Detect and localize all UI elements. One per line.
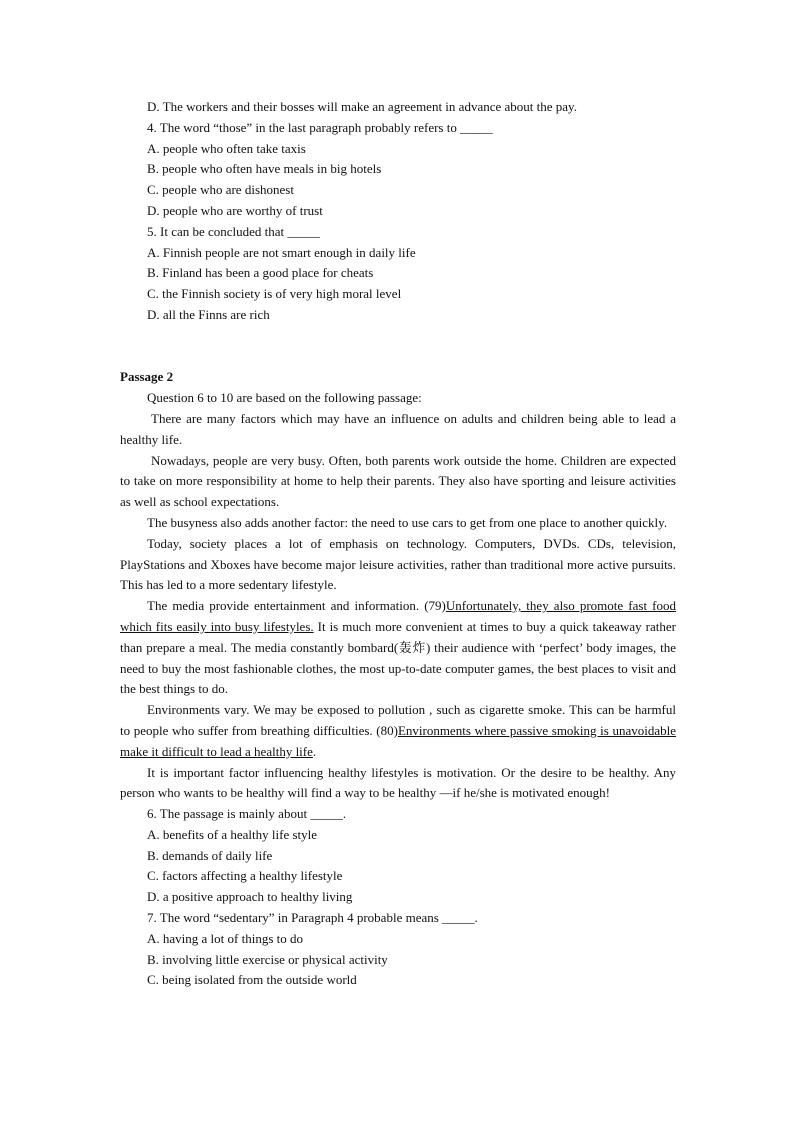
q4-stem: 4. The word “those” in the last paragraph probably refers to _____ <box>147 119 493 135</box>
q5-option-d: D. all the Finns are rich <box>147 306 270 322</box>
q7-option-a: A. having a lot of things to do <box>147 930 303 946</box>
q6-stem: 6. The passage is mainly about _____. <box>147 806 347 822</box>
q6-option-a: A. benefits of a healthy life style <box>147 826 318 842</box>
underlined-sentence-79: Unfortunately, they also promote fast food which fits easily into busy lifestyles. <box>120 598 676 634</box>
paragraph-6 <box>120 700 676 762</box>
q6-option-d: D. a positive approach to healthy living <box>147 889 353 905</box>
q5-option-a: A. Finnish people are not smart enough in daily life <box>147 244 416 260</box>
q5-option-b: B. Finland has been a good place for cheats <box>147 265 374 281</box>
paragraph-7: It is important factor influencing healthy lifestyles is motivation. Or the desire to be healthy. Any person who wants to be healthy will find a way to be healthy —if he/she is motivated enough! <box>120 764 676 801</box>
paragraph-4: Today, society places a lot of emphasis on technology. Computers, DVDs. CDs, television, PlayStations and Xboxes have become major leisure activities, rather than traditional more active pursuits. This has led to a more sedentary lifestyle. <box>120 535 676 593</box>
q7-stem: 7. The word “sedentary” in Paragraph 4 probable means _____. <box>147 910 478 926</box>
q7-option-b: B. involving little exercise or physical activity <box>147 951 388 967</box>
q4-option-c: C. people who are dishonest <box>147 182 294 198</box>
q4-option-a: A. people who often take taxis <box>147 140 306 156</box>
q4-option-d: D. people who are worthy of trust <box>147 202 323 218</box>
paragraph-5-lead: The media provide entertainment and information. (79) <box>147 598 446 614</box>
paragraph-3: The busyness also adds another factor: the need to use cars to get from one place to another quickly. <box>147 514 668 530</box>
q3-option-d: D. The workers and their bosses will make an agreement in advance about the pay. <box>147 99 577 114</box>
paragraph-5 <box>120 596 676 700</box>
q4-option-b: B. people who often have meals in big hotels <box>147 161 382 177</box>
underlined-sentence-80: Environments where passive smoking is unavoidable make it difficult to lead a healthy life <box>120 722 676 759</box>
paragraph-2: Nowadays, people are very busy. Often, both parents work outside the home. Children are expected to take on more responsibility at home to help their parents. They also have sporting and leisure activities as well as school expectations. <box>120 452 676 510</box>
q5-option-c: C. the Finnish society is of very high moral level <box>147 286 402 302</box>
section-gap <box>120 326 676 368</box>
paragraph-1: There are many factors which may have an influence on adults and children being able to lead a healthy life. <box>120 410 676 447</box>
q5-stem: 5. It can be concluded that _____ <box>147 223 320 239</box>
passage-heading: Passage 2 <box>120 369 174 385</box>
paragraph-6-lead: Environments vary. We may be exposed to pollution , such as cigarette smoke. This can be harmful to people who suffer from breathing difficulties. (80) <box>120 702 676 738</box>
q7-option-c: C. being isolated from the outside world <box>147 972 357 988</box>
q6-option-b: B. demands of daily life <box>147 847 273 863</box>
passage-intro: Question 6 to 10 are based on the following passage: <box>147 390 422 406</box>
paragraph-6-rest: . <box>312 743 317 759</box>
paragraph-5-rest: It is much more convenient at times to buy a quick takeaway rather than prepare a meal. The media constantly bombard(轰炸) their audience with ‘perfect’ body images, the need to buy the most fashionable clothes, the most up-to-date computer games, the best places to visit and the best things to do. <box>120 618 676 697</box>
document-page <box>120 97 676 991</box>
q6-option-c: C. factors affecting a healthy lifestyle <box>147 868 343 884</box>
